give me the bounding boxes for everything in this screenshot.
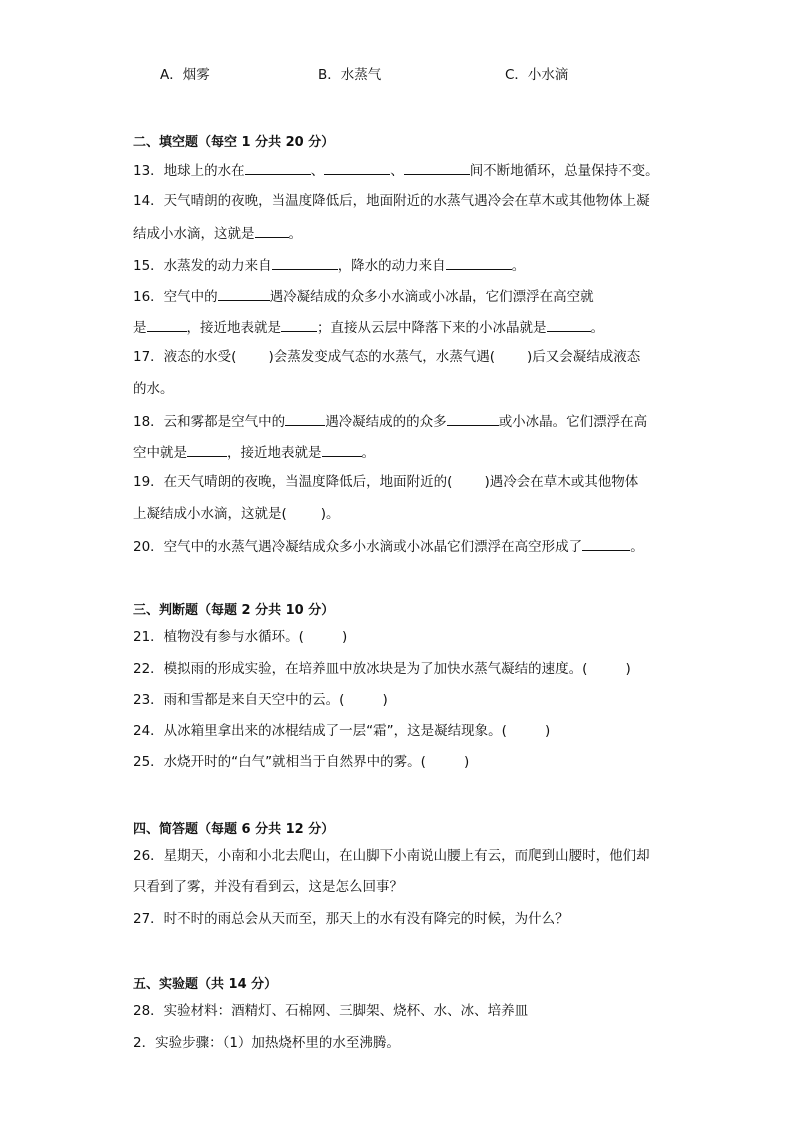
q19-text-4: )。 bbox=[320, 506, 340, 522]
q17-text-2: )会蒸发变成气态的水蒸气，水蒸气遇( bbox=[268, 349, 495, 365]
q25-close: ) bbox=[463, 754, 470, 770]
q15-text-2: ，降水的动力来自 bbox=[337, 258, 446, 274]
option-b: B．水蒸气 bbox=[318, 67, 382, 83]
q15-text-1: 15．水蒸发的动力来自 bbox=[133, 258, 272, 274]
q16-text-4: ，接近地表就是 bbox=[186, 320, 281, 336]
q15-blank-1[interactable] bbox=[272, 255, 338, 270]
q21-close: ) bbox=[341, 629, 348, 645]
question-19-line-2 bbox=[133, 505, 340, 523]
q16-blank-1[interactable] bbox=[218, 286, 270, 301]
q13-blank-1[interactable] bbox=[245, 160, 311, 175]
question-25 bbox=[133, 753, 469, 771]
q22-text: 22．模拟雨的形成实验，在培养皿中放冰块是为了加快水蒸气凝结的速度。( bbox=[133, 661, 588, 677]
q23-close: ) bbox=[382, 692, 388, 708]
question-16-line-1 bbox=[133, 286, 594, 306]
question-28: 28．实验材料：酒精灯、石棉网、三脚架、烧杯、水、冰、培养皿 bbox=[133, 1003, 529, 1019]
q18-text-1: 18．云和雾都是空气中的 bbox=[133, 414, 286, 430]
q20-text-2: 。 bbox=[630, 539, 644, 555]
section-heading-true-false: 三、判断题（每题 2 分共 10 分） bbox=[133, 603, 335, 618]
question-14-line-2 bbox=[133, 223, 302, 243]
question-15 bbox=[133, 255, 525, 275]
q16-blank-4[interactable] bbox=[547, 317, 591, 332]
question-14-line-1: 14．天气晴朗的夜晚，当温度降低后，地面附近的水蒸气遇冷会在草木或其他物体上凝 bbox=[133, 193, 650, 209]
q16-text-2: 遇冷凝结成的众多小水滴或小冰晶，它们漂浮在高空就 bbox=[269, 289, 594, 305]
q24-text: 24．从冰箱里拿出来的冰棍结成了一层“霜”，这是凝结现象。( bbox=[133, 723, 507, 739]
q19-text-2: )遇冷会在草木或其他物体 bbox=[484, 474, 639, 490]
q18-text-4: 空中就是 bbox=[133, 445, 187, 461]
q13-blank-3[interactable] bbox=[404, 160, 470, 175]
q22-close: ) bbox=[625, 661, 631, 677]
q17-text-1: 17．液态的水受( bbox=[133, 349, 237, 365]
question-18-line-2 bbox=[133, 442, 375, 462]
q14-text-1: 结成小水滴，这就是 bbox=[133, 226, 255, 242]
option-c: C．小水滴 bbox=[505, 67, 569, 83]
q18-blank-4[interactable] bbox=[322, 442, 362, 457]
section-heading-short-answer: 四、简答题（每题 6 分共 12 分） bbox=[133, 822, 335, 837]
section-heading-experiment: 五、实验题（共 14 分） bbox=[133, 977, 278, 992]
question-13 bbox=[133, 160, 659, 180]
q18-blank-3[interactable] bbox=[187, 442, 227, 457]
q19-text-3: 上凝结成小水滴，这就是( bbox=[133, 506, 287, 522]
q19-text-1: 19．在天气晴朗的夜晚，当温度降低后，地面附近的( bbox=[133, 474, 453, 490]
q20-text-1: 20．空气中的水蒸气遇冷凝结成众多小水滴或小冰晶它们漂浮在高空形成了 bbox=[133, 539, 583, 555]
q16-text-1: 16．空气中的 bbox=[133, 289, 218, 305]
q16-blank-2[interactable] bbox=[147, 317, 187, 332]
question-26-line-2: 只看到了雾，并没有看到云，这是怎么回事？ bbox=[133, 879, 403, 895]
question-16-line-2 bbox=[133, 317, 604, 337]
question-19-line-1 bbox=[133, 473, 638, 491]
question-17-line-1 bbox=[133, 348, 640, 366]
question-22 bbox=[133, 660, 631, 678]
q18-blank-1[interactable] bbox=[285, 411, 325, 426]
q15-blank-2[interactable] bbox=[446, 255, 512, 270]
question-21 bbox=[133, 628, 347, 646]
q16-text-5: ；直接从云层中降落下来的小冰晶就是 bbox=[317, 320, 547, 336]
q16-text-3: 是 bbox=[133, 320, 147, 336]
question-18-line-1 bbox=[133, 411, 647, 431]
option-a: A．烟雾 bbox=[160, 67, 210, 83]
question-23 bbox=[133, 691, 388, 709]
q13-text-2: 间不断地循环，总量保持不变。 bbox=[469, 163, 659, 179]
question-17-line-2: 的水。 bbox=[133, 381, 174, 397]
q21-text: 21．植物没有参与水循环。( bbox=[133, 629, 304, 645]
q18-text-2: 遇冷凝结成的的众多 bbox=[325, 414, 447, 430]
question-20 bbox=[133, 536, 644, 556]
q13-sep-2: 、 bbox=[390, 163, 404, 179]
q13-sep-1: 、 bbox=[310, 163, 325, 179]
q16-text-6: 。 bbox=[590, 320, 604, 336]
q14-blank[interactable] bbox=[255, 223, 289, 238]
q23-text: 23．雨和雪都是来自天空中的云。( bbox=[133, 692, 345, 708]
q18-text-5: ，接近地表就是 bbox=[227, 445, 322, 461]
question-27: 27．时不时的雨总会从天而至，那天上的水有没有降完的时候，为什么？ bbox=[133, 911, 569, 927]
question-24 bbox=[133, 722, 550, 740]
section-heading-fill-in: 二、填空题（每空 1 分共 20 分） bbox=[133, 135, 335, 150]
q17-text-3: )后又会凝结成液态 bbox=[527, 349, 641, 365]
q18-text-6: 。 bbox=[361, 445, 375, 461]
q16-blank-3[interactable] bbox=[281, 317, 317, 332]
q13-text-1: 13．地球上的水在 bbox=[133, 163, 245, 179]
experiment-step: 2．实验步骤：（1）加热烧杯里的水至沸腾。 bbox=[133, 1035, 400, 1051]
q13-blank-2[interactable] bbox=[324, 160, 390, 175]
q24-close: ) bbox=[544, 723, 551, 739]
q20-blank[interactable] bbox=[582, 536, 630, 551]
question-26-line-1: 26．星期天，小南和小北去爬山，在山脚下小南说山腰上有云，而爬到山腰时，他们却 bbox=[133, 848, 650, 864]
q18-text-3: 或小冰晶。它们漂浮在高 bbox=[498, 414, 648, 430]
q18-blank-2[interactable] bbox=[447, 411, 499, 426]
q15-text-3: 。 bbox=[511, 258, 526, 274]
q25-text: 25．水烧开时的“白气”就相当于自然界中的雾。( bbox=[133, 754, 426, 770]
q14-text-2: 。 bbox=[288, 226, 302, 242]
